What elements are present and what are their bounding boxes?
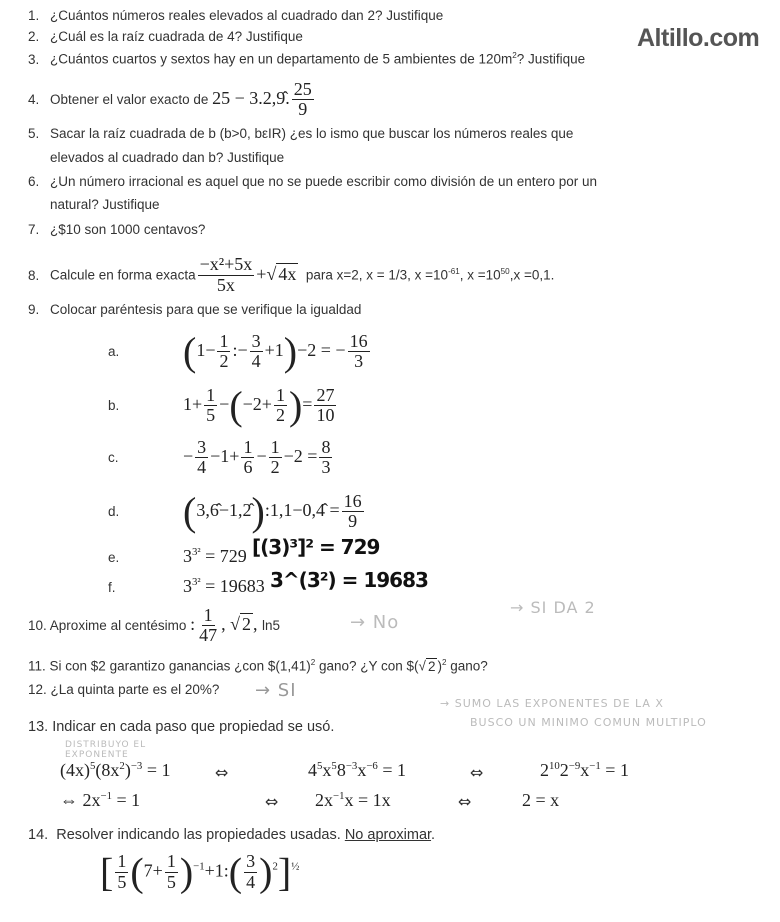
denominator: 9 <box>348 511 358 532</box>
q-text: ¿Cuántos números reales elevados al cuadrado dan 2? Justifique <box>50 8 444 23</box>
q-number: 5. <box>28 126 40 141</box>
handwritten-note: BUSCO UN MINIMO COMUN MULTIPLO <box>470 716 707 729</box>
math-text: 1+ <box>183 394 203 414</box>
math-text: 2 <box>559 760 569 780</box>
q9-item-a <box>28 326 372 376</box>
q-sup: 2 <box>310 658 316 667</box>
q14-expression <box>100 849 300 895</box>
math-text: 3,6̂−1,2̂ <box>196 500 252 520</box>
fraction <box>348 332 370 373</box>
radicand: 4x <box>278 263 297 284</box>
denominator: 2 <box>275 405 285 426</box>
q-number: 8. <box>28 267 40 283</box>
q-number: 11. <box>28 658 46 674</box>
question-4 <box>28 76 316 122</box>
q-number: 1. <box>28 8 40 23</box>
q-text: Indicar en cada paso que propiedad se usó. <box>52 719 335 735</box>
q-number: 10. <box>28 618 47 633</box>
denominator: 47 <box>199 625 218 646</box>
bracket: ) <box>288 382 303 428</box>
handwritten-si-da-2: → SI DA 2 <box>510 598 596 617</box>
denominator: 10 <box>316 405 335 426</box>
exponent: 2 <box>119 760 125 772</box>
square-root <box>266 263 298 284</box>
bracket: [ <box>100 849 114 895</box>
math-text: − <box>183 446 194 466</box>
q-text: ¿Un número irracional es aquel que no se puede escribir como división de un entero por un <box>50 174 598 189</box>
item-label: b. <box>108 398 120 413</box>
exponent: 5 <box>317 760 323 772</box>
q-number: 9. <box>28 302 40 317</box>
numerator: 1 <box>203 604 213 625</box>
q13-step-5 <box>315 790 391 811</box>
q13-step-6 <box>522 790 559 811</box>
handwritten-note: → SUMO LAS EXPONENTES DE LA X <box>440 697 664 710</box>
math-text: :1,1−0,4̂ = <box>264 500 340 520</box>
q9-item-d <box>28 486 366 536</box>
q-sup: 50 <box>500 267 510 276</box>
q-text: ¿Cuántos cuartos y sextos hay en un departamento de 5 ambientes de 120m <box>50 51 513 67</box>
q-text: Sacar la raíz cuadrada de b (b>0, bεIR) ¿es lo ismo que buscar los números reales que <box>50 126 574 141</box>
radicand: 2 <box>427 658 436 674</box>
question-5-cont: elevados al cuadrado dan b? Justifique <box>50 150 285 165</box>
denominator: 5 <box>166 871 176 892</box>
math-text: 2x <box>315 790 333 810</box>
exponent: −1 <box>333 790 345 802</box>
fraction <box>204 386 217 427</box>
math-text: ⇔ 2x <box>60 790 101 810</box>
q-text: gano? <box>446 658 488 674</box>
fraction <box>244 852 257 893</box>
q-text: Calcule en forma exacta <box>50 267 196 283</box>
math-text: = 1 <box>600 760 629 780</box>
bracket: ( <box>228 849 243 895</box>
item-expression <box>183 382 338 428</box>
exponent: 5 <box>90 760 96 772</box>
math-text: +1 <box>264 340 284 360</box>
q-number: 12. <box>28 682 47 697</box>
q8-expression <box>196 254 299 295</box>
math-text: x <box>580 760 590 780</box>
exponent: ½ <box>291 860 300 873</box>
q-number: 6. <box>28 174 40 189</box>
q9-item-b <box>28 380 338 430</box>
item-expression <box>183 576 265 596</box>
fraction <box>292 80 314 121</box>
question-13 <box>28 719 334 735</box>
denominator: 5x <box>216 274 235 295</box>
fraction <box>198 255 255 296</box>
fraction <box>274 386 287 427</box>
q-text: gano? ¿Y con $( <box>315 658 419 674</box>
fraction <box>319 438 332 479</box>
q9-item-c <box>28 432 334 482</box>
denominator: 4 <box>246 871 256 892</box>
bracket: ] <box>277 849 292 895</box>
math-text: ) <box>124 760 131 780</box>
bracket: ( <box>130 849 144 895</box>
math-text: 7+ <box>143 860 163 881</box>
handwritten-answer-e: [(3)³]² = 729 <box>252 535 380 559</box>
bracket: ) <box>283 328 298 374</box>
bracket: ( <box>229 382 243 428</box>
math-text: , <box>221 614 231 634</box>
q-sup: -61 <box>448 267 460 276</box>
item-label: a. <box>108 344 120 359</box>
equivalence-arrow-icon: ⇔ <box>265 792 279 811</box>
math-text: = 19683 <box>200 576 265 596</box>
question-1 <box>28 8 443 23</box>
exponent: −6 <box>366 760 378 772</box>
numerator: 27 <box>316 384 335 405</box>
numerator: 16 <box>343 490 362 511</box>
math-text: −2 = − <box>297 340 346 360</box>
math-text: 3 <box>183 576 192 596</box>
math-text: − <box>256 446 267 466</box>
q-text: para x=2, x = 1/3, x =10 <box>305 267 449 283</box>
question-12 <box>28 682 219 697</box>
radical-sign-icon: √ <box>266 263 277 284</box>
math-text: 1− <box>196 340 216 360</box>
equivalence-arrow-icon: ⇔ <box>215 763 229 782</box>
numerator: 16 <box>349 330 368 351</box>
math-text: :− <box>232 340 248 360</box>
bracket: ( <box>183 488 197 534</box>
math-text: = 729 <box>200 546 247 566</box>
exponent: 5 <box>331 760 337 772</box>
equivalence-arrow-icon: ⇔ <box>470 763 484 782</box>
bracket: ) <box>179 849 194 895</box>
question-3 <box>28 51 585 67</box>
denominator: 3 <box>354 351 364 372</box>
numerator: 1 <box>219 330 229 351</box>
fraction <box>342 492 364 533</box>
math-text: 2 = x <box>522 790 560 810</box>
q-text: ln5 <box>262 618 281 633</box>
math-text: (8x <box>95 760 120 780</box>
denominator: 5 <box>206 405 216 426</box>
fraction <box>195 438 208 479</box>
fraction <box>269 438 282 479</box>
exponent: −3 <box>345 760 358 772</box>
question-6 <box>28 174 597 189</box>
q9-item-e <box>28 538 247 572</box>
q-underlined: No aproximar <box>344 827 432 843</box>
math-text: x = 1x <box>344 790 391 810</box>
math-text: 8 <box>336 760 346 780</box>
numerator: 1 <box>166 851 176 871</box>
fraction <box>217 332 230 373</box>
q-number: 4. <box>28 92 40 107</box>
q-text: Colocar paréntesis para que se verifique la igualdad <box>50 302 362 317</box>
q-text: Resolver indicando las propiedades usadas. <box>56 827 345 843</box>
item-label: f. <box>108 580 116 595</box>
q10-expression <box>190 604 263 646</box>
numerator: 1 <box>117 851 127 871</box>
q-text: , x =10 <box>459 267 501 283</box>
exponent: −3 <box>130 760 143 772</box>
numerator: −x²+5x <box>199 254 253 275</box>
q-text: ,x =0,1. <box>509 267 555 283</box>
math-text: = <box>302 394 313 414</box>
exponent: 2 <box>272 860 278 873</box>
math-text: −2 = <box>283 446 318 466</box>
q-text: Obtener el valor exacto de <box>50 92 209 107</box>
numerator: 1 <box>243 436 253 457</box>
exponent: 3² <box>192 546 201 558</box>
item-label: e. <box>108 550 120 565</box>
math-text: 2 <box>540 760 549 780</box>
q-number: 13. <box>28 719 49 735</box>
bracket: ( <box>183 328 197 374</box>
handwritten-no: → No <box>350 612 400 633</box>
numerator: 1 <box>275 384 285 405</box>
question-2 <box>28 29 303 44</box>
item-expression <box>183 436 334 478</box>
exponent: −1 <box>589 760 601 772</box>
math-text: : <box>190 614 196 634</box>
q-number: 3. <box>28 51 40 67</box>
question-5 <box>28 126 573 141</box>
denominator: 9 <box>298 99 308 120</box>
exponent: 10 <box>549 760 560 772</box>
math-text: + <box>256 263 267 284</box>
radicand: 2 <box>242 614 252 634</box>
numerator: 3 <box>197 436 207 457</box>
exponent: −1 <box>193 860 205 873</box>
math-text: 3 <box>183 546 192 566</box>
q9-item-f <box>28 568 265 602</box>
question-9 <box>28 302 361 317</box>
watermark-logo: Altillo.com <box>637 24 760 52</box>
q13-step-3 <box>540 760 629 781</box>
math-text: +1: <box>204 860 229 881</box>
bracket: ) <box>251 488 265 534</box>
denominator: 5 <box>117 871 127 892</box>
q-text: ¿La quinta parte es el 20%? <box>50 682 220 697</box>
exponent: −9 <box>568 760 581 772</box>
fraction <box>115 852 128 893</box>
denominator: 3 <box>321 457 331 478</box>
fraction <box>314 386 336 427</box>
q-text: ¿$10 son 1000 centavos? <box>50 222 206 237</box>
numerator: 1 <box>206 384 216 405</box>
numerator: 25 <box>293 78 312 99</box>
fraction <box>250 332 263 373</box>
q13-step-2 <box>308 760 406 781</box>
math-text: = 1 <box>377 760 406 780</box>
numerator: 3 <box>246 851 256 871</box>
question-11 <box>28 658 488 674</box>
math-text: −1+ <box>210 446 240 466</box>
numerator: 3 <box>251 330 261 351</box>
fraction <box>241 438 254 479</box>
q-sup: 2 <box>512 51 517 60</box>
math-text: − <box>219 394 230 414</box>
item-label: d. <box>108 504 120 519</box>
denominator: 4 <box>197 457 207 478</box>
math-text: = 1 <box>112 790 141 810</box>
q-text: ¿Cuál es la raíz cuadrada de 4? Justifique <box>50 29 303 44</box>
exponent: −1 <box>100 790 112 802</box>
fraction <box>165 852 178 893</box>
item-expression <box>183 488 366 534</box>
handwritten-note: DISTRIBUYO EL EXPONENTE <box>65 740 147 760</box>
question-14: 14. Resolver indicando las propiedades usadas. No aproximar. <box>28 827 436 843</box>
question-8 <box>28 251 554 297</box>
q-text: ) <box>437 658 442 674</box>
q-text: Si con $2 garantizo ganancias ¿con $(1,41) <box>49 658 311 674</box>
equivalence-arrow-icon: ⇔ <box>458 792 472 811</box>
math-text: 25 − 3.2,9̂. <box>212 88 290 108</box>
math-text: x <box>322 760 332 780</box>
exponent: 3² <box>192 576 201 588</box>
math-text: (4x) <box>60 760 90 780</box>
math-text: , <box>253 614 263 634</box>
denominator: 2 <box>270 457 280 478</box>
q-number: 7. <box>28 222 40 237</box>
item-expression <box>183 546 247 566</box>
question-10 <box>28 602 280 648</box>
handwritten-answer-f: 3^(3²) = 19683 <box>270 568 428 592</box>
q4-expression <box>212 78 316 120</box>
item-expression <box>183 328 372 374</box>
math-text: = 1 <box>142 760 171 780</box>
question-6-cont: natural? Justifique <box>50 197 160 212</box>
math-text: −2+ <box>242 394 272 414</box>
denominator: 6 <box>243 457 253 478</box>
denominator: 2 <box>219 351 229 372</box>
numerator: 8 <box>321 436 331 457</box>
numerator: 1 <box>270 436 280 457</box>
q-text: ? Justifique <box>516 51 586 67</box>
math-text: 4 <box>308 760 317 780</box>
q-number: 2. <box>28 29 40 44</box>
q-sup: 2 <box>441 658 447 667</box>
denominator: 4 <box>251 351 261 372</box>
q13-step-4 <box>60 790 140 811</box>
question-7 <box>28 222 205 237</box>
q-number: 14. <box>28 827 49 843</box>
radical-sign-icon: √ <box>230 614 241 634</box>
math-text: x <box>357 760 367 780</box>
fraction <box>197 606 219 647</box>
bracket: ) <box>259 849 273 895</box>
handwritten-si: → SI <box>255 680 297 701</box>
square-root <box>230 613 253 634</box>
sqrt-2: √ 2 <box>418 658 436 674</box>
q13-step-1 <box>60 760 170 781</box>
item-label: c. <box>108 450 119 465</box>
q-text: Aproxime al centésimo <box>49 618 187 633</box>
